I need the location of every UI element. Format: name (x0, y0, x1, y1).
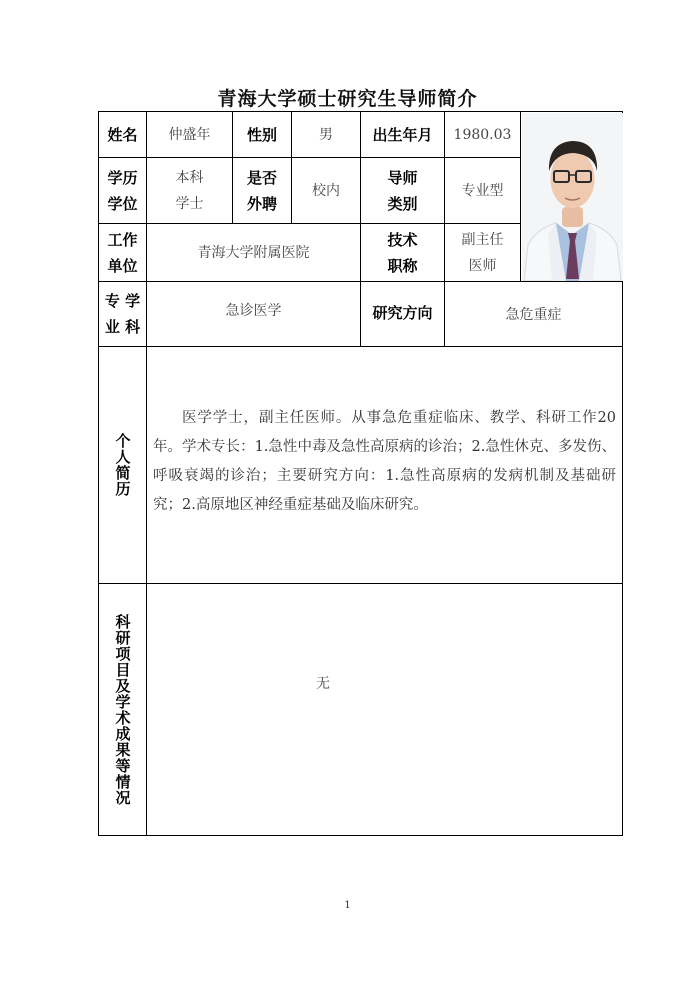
gender-label: 性别 (246, 125, 277, 144)
research-direction-label: 研究方向 (372, 304, 433, 322)
tech-title-value: 副主任 医师 (461, 231, 504, 274)
birth-label: 出生年月 (372, 125, 433, 144)
research-direction-value: 急危重症 (505, 307, 562, 323)
work-unit-label: 工作 单位 (107, 230, 138, 275)
page-number: 1 (344, 900, 351, 911)
education: 本科 (175, 169, 204, 186)
birth-value: 1980.03 (453, 126, 512, 143)
discipline-value: 急诊医学 (225, 303, 282, 319)
supervisor-photo (522, 113, 623, 281)
tech-title-label: 技术 职称 (387, 230, 418, 275)
document-title: 青海大学硕士研究生导师简介 (217, 88, 478, 110)
resume-text: 医学学士，副主任医师。从事急危重症临床、教学、科研工作20年。学术专长：1.急性中毒及急性高原病的诊治；2.急性休克、多发伤、呼吸衰竭的诊治；主要研究方向：1.急性高原病的发病机制及基础研究；2.高原地区神经重症基础及临床研究。 (153, 410, 616, 513)
work-unit-value: 青海大学附属医院 (197, 244, 310, 261)
education-value (147, 158, 232, 223)
resume-label: 个人简历 (113, 433, 132, 497)
name-value: 仲盛年 (168, 126, 211, 143)
education-label: 学历 学位 (107, 168, 138, 213)
projects-label: 科研项目及学术成果等情况 (113, 613, 132, 806)
supervisor-type-value: 专业型 (461, 182, 504, 199)
gender-value: 男 (319, 126, 333, 143)
supervisor-type-label: 导师 类别 (387, 168, 418, 213)
discipline-label: 专 学 业 科 (104, 292, 141, 336)
projects-value: 无 (316, 676, 330, 692)
external-value: 校内 (312, 182, 340, 199)
name-label: 姓名 (107, 125, 138, 144)
portrait-image (522, 113, 623, 281)
external-label: 是否 外聘 (246, 168, 277, 213)
degree: 学士 (175, 195, 204, 212)
